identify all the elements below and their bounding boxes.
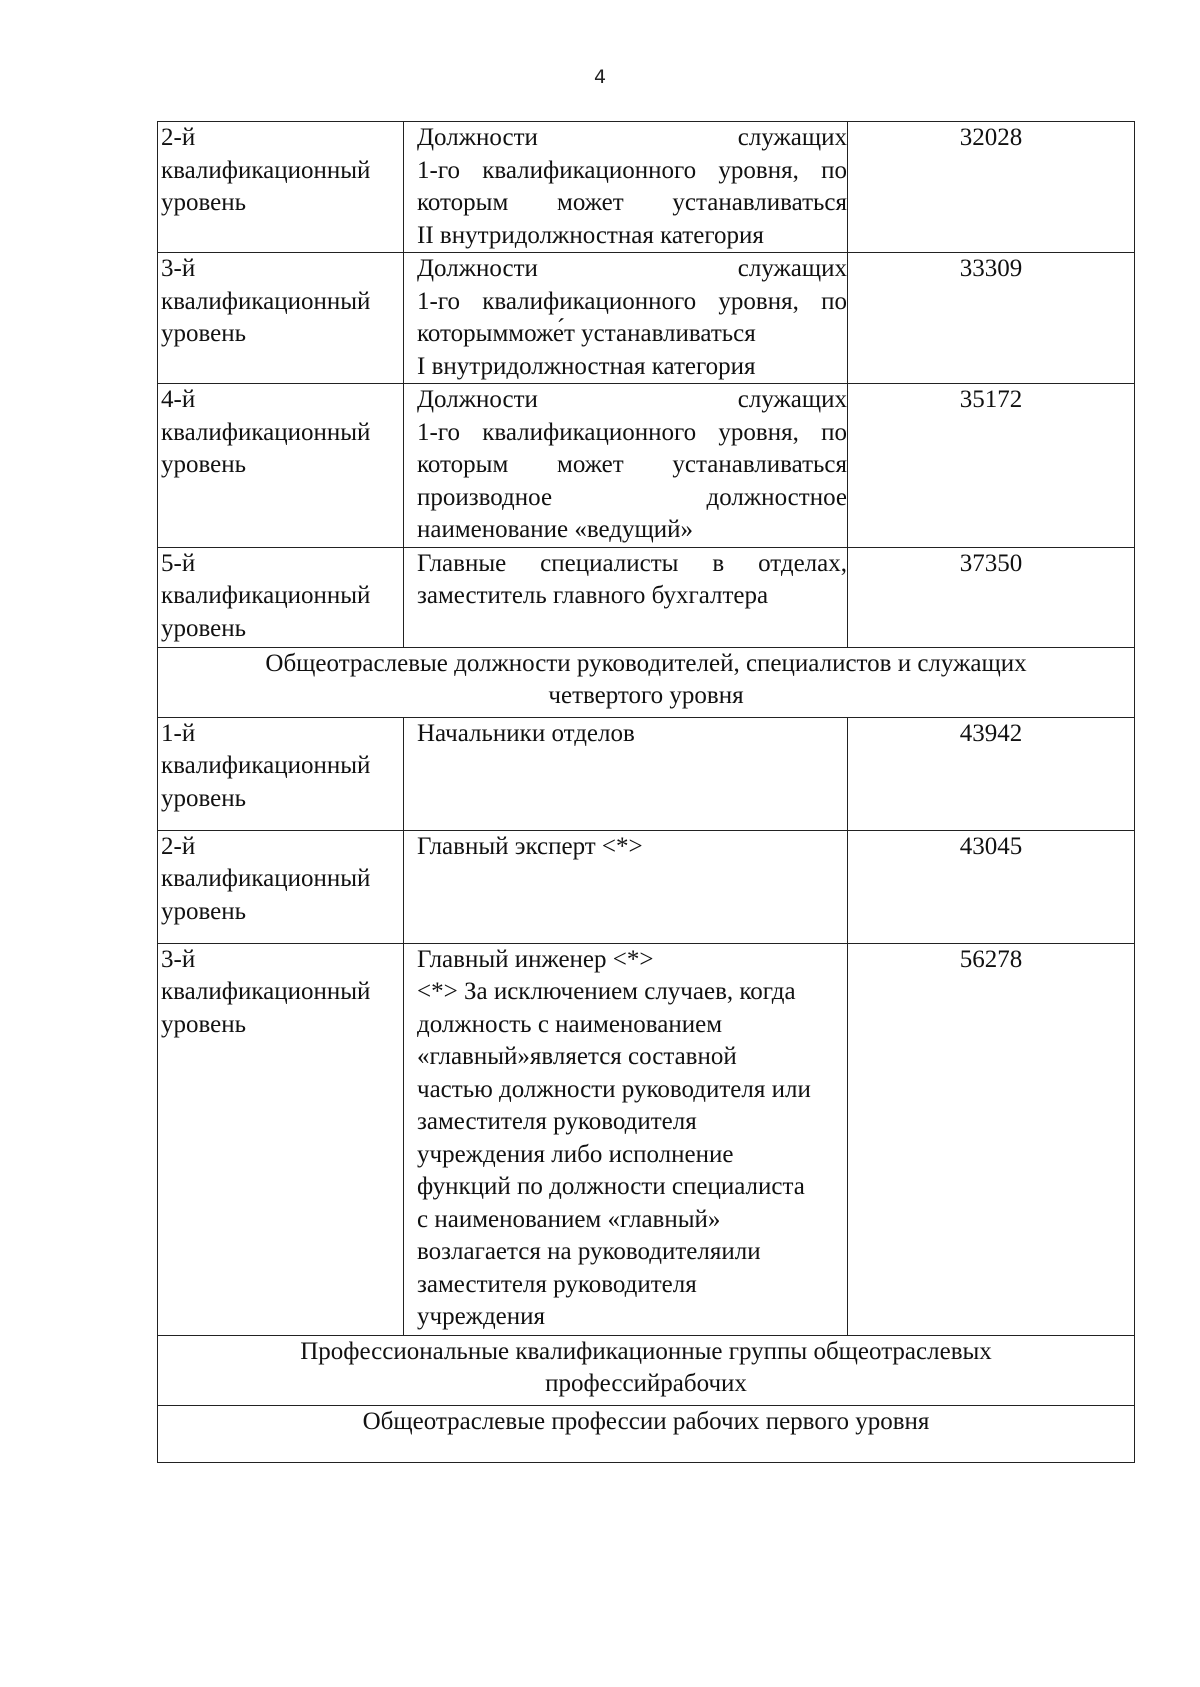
description-line: 1-го квалификационного уровня, по	[417, 418, 847, 446]
level-cell	[158, 384, 404, 548]
description-line: которым может устанавливаться	[417, 189, 847, 216]
section-row	[158, 1335, 1135, 1405]
salary-cell: 37350	[848, 547, 1135, 647]
level-number: 3-й	[161, 945, 196, 973]
page-number: 4	[593, 66, 607, 88]
salary-cell: 35172	[848, 384, 1135, 548]
description-cell	[404, 253, 848, 384]
description-cell	[404, 717, 848, 830]
table-row	[158, 943, 1135, 1335]
description-line: заместителя руководителя	[417, 1270, 697, 1298]
salary-cell: 43045	[848, 830, 1135, 943]
description-line: должность с наименованием	[417, 1010, 723, 1038]
section-heading	[158, 1405, 1135, 1462]
level-word: квалификационный	[161, 752, 371, 779]
level-word: квалификационный	[161, 865, 371, 892]
level-word: квалификационный	[161, 156, 371, 184]
section-row	[158, 1405, 1135, 1462]
description-line: Должности служащих	[417, 124, 847, 151]
qualification-table	[157, 121, 1135, 1463]
description-line: Главный эксперт <*>	[417, 832, 643, 860]
description-line: Начальники отделов	[417, 719, 635, 747]
description-line: Должности служащих	[417, 255, 847, 282]
description-line: которым может устанавливаться	[417, 451, 847, 478]
description-line: наименование «ведущий»	[417, 516, 693, 543]
level-word: квалификационный	[161, 287, 371, 315]
level-word: уровень	[161, 451, 247, 478]
salary-cell: 32028	[848, 122, 1135, 253]
table-row	[158, 384, 1135, 548]
level-word: квалификационный	[161, 418, 371, 446]
description-line: учреждения либо исполнение	[417, 1140, 734, 1168]
level-word: уровень	[161, 320, 247, 347]
section-heading-line: Общеотраслевые профессии рабочих первого уровня	[362, 1407, 930, 1435]
section-heading-line: четвертого уровня	[548, 682, 744, 709]
table-row	[158, 717, 1135, 830]
level-cell	[158, 717, 404, 830]
level-word: уровень	[161, 1010, 247, 1038]
level-word: уровень	[161, 614, 247, 642]
level-cell	[158, 122, 404, 253]
description-line: 1-го квалификационного уровня, по	[417, 156, 847, 184]
description-line: 1-го квалификационного уровня, по	[417, 287, 847, 315]
description-line: с наименованием «главный»	[417, 1205, 721, 1233]
level-word: уровень	[161, 897, 247, 925]
description-line: заместитель главного бухгалтера	[417, 582, 769, 609]
level-number: 1-й	[161, 719, 196, 747]
level-word: уровень	[161, 189, 247, 216]
section-heading	[158, 1335, 1135, 1405]
section-heading-line: профессийрабочих	[545, 1370, 747, 1397]
level-cell	[158, 547, 404, 647]
description-line: заместителя руководителя	[417, 1108, 697, 1135]
description-line: производное должностное	[417, 483, 847, 511]
level-number: 5-й	[161, 549, 196, 577]
level-cell	[158, 253, 404, 384]
description-line: которымможе́т устанавливаться	[417, 320, 756, 347]
table-row	[158, 122, 1135, 253]
section-row	[158, 647, 1135, 717]
description-cell	[404, 943, 848, 1335]
table-row	[158, 547, 1135, 647]
level-number: 2-й	[161, 832, 196, 860]
level-number: 4-й	[161, 386, 196, 413]
level-word: квалификационный	[161, 582, 371, 609]
table-row	[158, 253, 1135, 384]
description-line: II внутридолжностная категория	[417, 221, 764, 249]
description-cell	[404, 547, 848, 647]
level-cell	[158, 943, 404, 1335]
salary-cell: 43942	[848, 717, 1135, 830]
level-number: 2-й	[161, 124, 196, 151]
description-line: Должности служащих	[417, 386, 847, 413]
description-cell	[404, 122, 848, 253]
salary-cell: 56278	[848, 943, 1135, 1335]
description-line: учреждения	[417, 1303, 546, 1330]
description-line: частью должности руководителя или	[417, 1075, 811, 1103]
description-cell	[404, 830, 848, 943]
description-line: «главный»является составной	[417, 1043, 737, 1070]
description-line: возлагается на руководителяили	[417, 1238, 761, 1265]
level-cell	[158, 830, 404, 943]
section-heading-line: Общеотраслевые должности руководителей, специалистов и служащих	[265, 649, 1027, 677]
description-line: I внутридолжностная категория	[417, 352, 756, 380]
table-row	[158, 830, 1135, 943]
description-cell	[404, 384, 848, 548]
description-line: <*> За исключением случаев, когда	[417, 978, 796, 1005]
level-word: квалификационный	[161, 978, 371, 1005]
section-heading-line: Профессиональные квалификационные группы общеотраслевых	[300, 1337, 992, 1365]
salary-cell: 33309	[848, 253, 1135, 384]
section-heading	[158, 647, 1135, 717]
description-line: Главные специалисты в отделах,	[417, 549, 847, 577]
level-word: уровень	[161, 784, 247, 812]
level-number: 3-й	[161, 255, 196, 282]
description-line: Главный инженер <*>	[417, 945, 654, 973]
description-line: функций по должности специалиста	[417, 1173, 805, 1200]
